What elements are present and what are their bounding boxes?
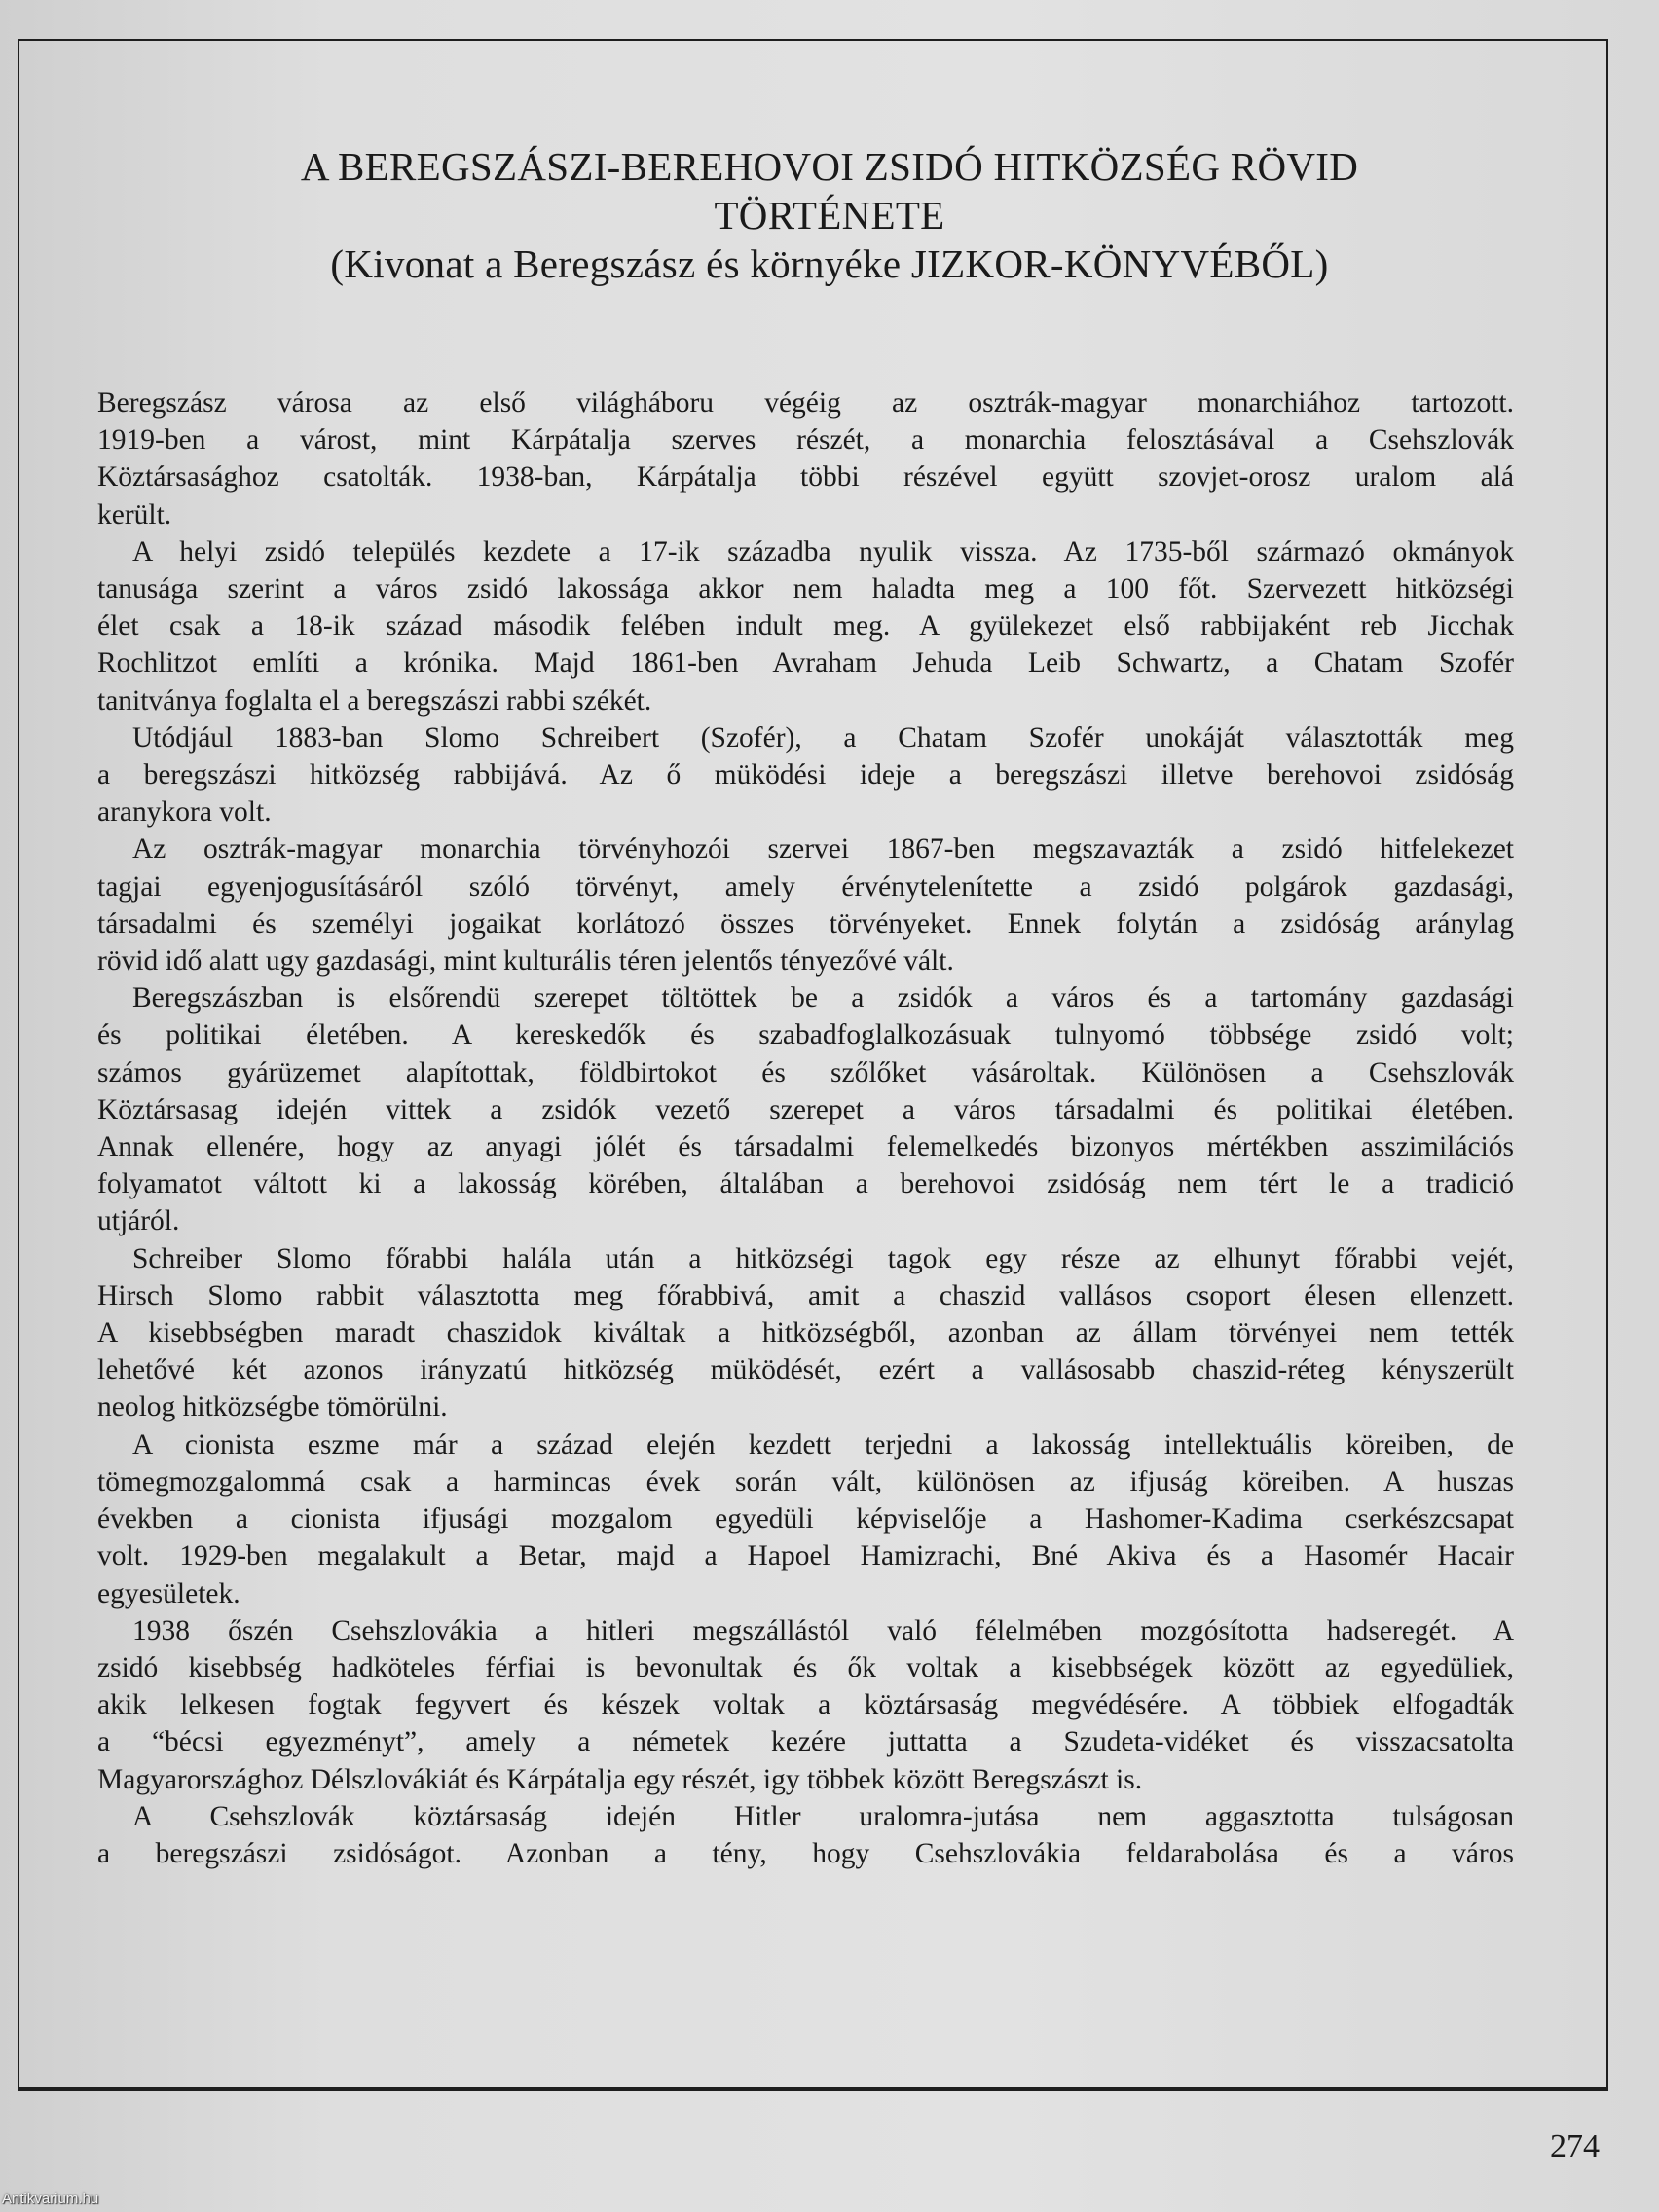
text-line: és politikai életében. A kereskedők és szabadfoglalkozásuak tulnyomó többsége zsidó volt; xyxy=(97,1019,1514,1051)
text-line: a “bécsi egyezményt”, amely a németek kezére juttatta a Szudeta-vidéket és visszacsatolta xyxy=(97,1726,1514,1758)
text-line: Köztársasag idején vittek a zsidók vezető szerepet a város társadalmi és politikai életében. xyxy=(97,1093,1514,1125)
article-title xyxy=(0,142,1659,288)
paragraph xyxy=(97,534,1514,719)
text-line: tanusága szerint a város zsidó lakossága akkor nem haladta meg a 100 főt. Szervezett hitközségi xyxy=(97,573,1514,606)
paragraph xyxy=(97,1426,1514,1612)
text-line: került. xyxy=(97,498,172,531)
text-line: aranykora volt. xyxy=(97,796,272,829)
text-line: élet csak a 18-ik század második felében indult meg. A gyülekezet első rabbijaként reb Jicchak xyxy=(97,610,1514,643)
text-line: tömegmozgalommá csak a harmincas évek során vált, különösen az ifjuság köreiben. A huszas xyxy=(97,1465,1514,1497)
text-line: volt. 1929-ben megalakult a Betar, majd a Hapoel Hamizrachi, Bné Akiva és a Hasomér Hacair xyxy=(97,1540,1514,1572)
text-line: számos gyárüzemet alapítottak, földbirtokot és szőlőket vásároltak. Különösen a Csehszlovák xyxy=(97,1056,1514,1088)
paragraph xyxy=(97,979,1514,1239)
text-line: A helyi zsidó település kezdete a 17-ik századba nyulik vissza. Az 1735-ből származó okmányok xyxy=(132,535,1514,568)
article-body xyxy=(97,385,1514,1872)
text-line: zsidó kisebbség hadköteles férfiai is bevonultak és ők voltak a kisebbségek között az egyedüliek, xyxy=(97,1651,1514,1683)
text-line: társadalmi és személyi jogaikat korlátozó összes törvényeket. Ennek folytán a zsidóság aránylag xyxy=(97,907,1514,940)
text-line: Hirsch Slomo rabbit választotta meg főrabbivá, amit a chaszid vallásos csoport élesen ellenzett. xyxy=(97,1279,1514,1311)
paragraph xyxy=(97,830,1514,979)
text-line: A cionista eszme már a század elején kezdett terjedni a lakosság intellektuális köreiben, de xyxy=(132,1428,1514,1460)
text-line: Az osztrák-magyar monarchia törvényhozói szervei 1867-ben megszavazták a zsidó hitfelekezet xyxy=(132,833,1514,866)
text-line: folyamatot váltott ki a lakosság körében, általában a berehovoi zsidóság nem tért le a tradició xyxy=(97,1168,1514,1200)
text-line: Schreiber Slomo főrabbi halála után a hitközségi tagok egy része az elhunyt főrabbi vejét, xyxy=(132,1242,1514,1274)
text-line: lehetővé két azonos irányzatú hitközség müködését, ezért a vallásosabb chaszid-réteg kényszerült xyxy=(97,1354,1514,1386)
text-line: 1919-ben a várost, mint Kárpátalja szerves részét, a monarchia felosztásával a Csehszlovák xyxy=(97,424,1514,457)
text-line: A kisebbségben maradt chaszidok kiváltak a hitközségből, azonban az állam törvényei nem tették xyxy=(97,1317,1514,1349)
text-line: Beregszász városa az első világháboru végéig az osztrák-magyar monarchiához tartozott. xyxy=(97,387,1514,419)
watermark-logo: Antikvarium.hu xyxy=(2,2191,99,2207)
text-line: Utódjául 1883-ban Slomo Schreibert (Szofér), a Chatam Szofér unokáját választották meg xyxy=(132,721,1514,754)
paragraph xyxy=(97,385,1514,534)
text-line: akik lelkesen fogtak fegyvert és készek voltak a köztársaság megvédésére. A többiek elfogadták xyxy=(97,1689,1514,1721)
text-line: a beregszászi hitközség rabbijává. Az ő müködési ideje a beregszászi illetve berehovoi zsidóság xyxy=(97,759,1514,792)
paragraph xyxy=(97,1240,1514,1426)
paragraph xyxy=(97,1798,1514,1872)
text-line: Rochlitzot említi a krónika. Majd 1861-ben Avraham Jehuda Leib Schwartz, a Chatam Szofér xyxy=(97,647,1514,680)
page-number: 274 xyxy=(1550,2128,1600,2164)
text-line: Magyarországhoz Délszlovákiát és Kárpátalja egy részét, igy többek között Beregszászt is. xyxy=(97,1763,1143,1795)
text-line: években a cionista ifjusági mozgalom egyedüli képviselője a Hashomer-Kadima cserkészcsapat xyxy=(97,1503,1514,1535)
text-line: neolog hitközségbe tömörülni. xyxy=(97,1391,448,1423)
text-line: Annak ellenére, hogy az anyagi jólét és társadalmi felemelkedés bizonyos mértékben asszimilációs xyxy=(97,1131,1514,1163)
text-line: tanitványa foglalta el a beregszászi rabbi székét. xyxy=(97,684,652,717)
title-line-2: TÖRTÉNETE xyxy=(714,193,945,238)
text-line: A Csehszlovák köztársaság idején Hitler uralomra-jutása nem aggasztotta tulságosan xyxy=(132,1800,1514,1832)
paragraph xyxy=(97,1612,1514,1798)
paragraph xyxy=(97,719,1514,831)
title-line-1: A BEREGSZÁSZI-BEREHOVOI ZSIDÓ HITKÖZSÉG RÖVID xyxy=(300,144,1359,189)
text-line: a beregszászi zsidóságot. Azonban a tény, hogy Csehszlovákia feldarabolása és a város xyxy=(97,1837,1514,1869)
text-line: Köztársasághoz csatolták. 1938-ban, Kárpátalja többi részével együtt szovjet-orosz uralom alá xyxy=(97,461,1514,494)
text-line: tagjai egyenjogusításáról szóló törvényt, amely érvénytelenítette a zsidó polgárok gazdasági, xyxy=(97,870,1514,903)
text-line: egyesületek. xyxy=(97,1577,240,1609)
title-subtitle: (Kivonat a Beregszász és környéke JIZKOR-KÖNYVÉBŐL) xyxy=(330,241,1329,286)
text-line: 1938 őszén Csehszlovákia a hitleri megszállástól való félelmében mozgósította hadseregét. A xyxy=(132,1614,1514,1646)
text-line: rövid idő alatt ugy gazdasági, mint kulturális téren jelentős tényezővé vált. xyxy=(97,945,954,977)
text-line: utjáról. xyxy=(97,1205,180,1237)
text-line: Beregszászban is elsőrendü szerepet töltöttek be a zsidók a város és a tartomány gazdasági xyxy=(132,982,1514,1014)
